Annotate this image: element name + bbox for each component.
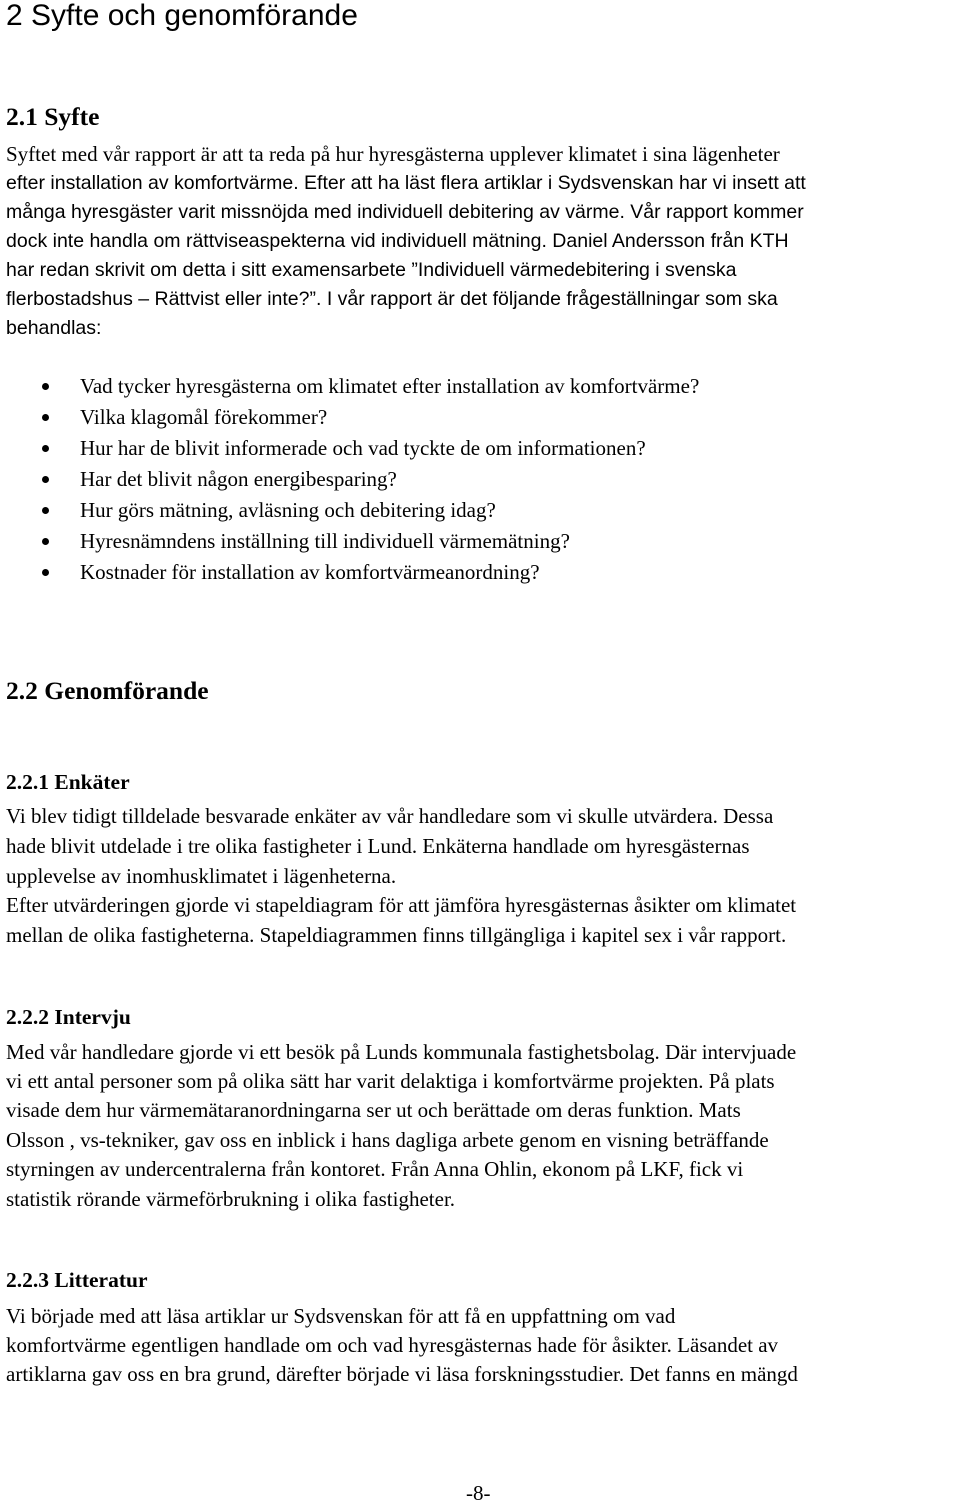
list-item-text: Har det blivit någon energibesparing? bbox=[80, 467, 397, 491]
bullet-icon bbox=[42, 414, 49, 421]
list-item-text: Hur görs mätning, avläsning och debitering idag? bbox=[80, 498, 496, 522]
section-2-2-heading: 2.2 Genomförande bbox=[6, 676, 209, 705]
list-item-text: Kostnader för installation av komfortvärmeanordning? bbox=[80, 560, 540, 584]
paragraph-line: komfortvärme egentligen handlade om och vad hyresgästernas hade för åsikter. Läsandet av bbox=[6, 1333, 779, 1357]
bullet-icon bbox=[42, 569, 49, 576]
bullet-icon bbox=[42, 383, 49, 390]
paragraph-line: Vi började med att läsa artiklar ur Sydsvenskan för att få en uppfattning om vad bbox=[6, 1304, 676, 1328]
paragraph-line: Med vår handledare gjorde vi ett besök på Lunds kommunala fastighetsbolag. Där intervjuade bbox=[6, 1040, 797, 1064]
paragraph-line: upplevelse av inomhusklimatet i lägenheterna. bbox=[6, 864, 397, 888]
bullet-icon bbox=[42, 476, 49, 483]
section-2-2-2-heading: 2.2.2 Intervju bbox=[6, 1005, 131, 1029]
paragraph-line: hade blivit utdelade i tre olika fastigheter i Lund. Enkäterna handlade om hyresgästernas bbox=[6, 834, 750, 858]
bullet-icon bbox=[42, 538, 49, 545]
paragraph-line: dock inte handla om rättviseaspekterna vid individuell mätning. Daniel Andersson från KTH bbox=[6, 230, 789, 252]
paragraph-line: efter installation av komfortvärme. Efter att ha läst flera artiklar i Sydsvenskan har vi insett att bbox=[6, 172, 806, 194]
bullet-icon bbox=[42, 507, 49, 514]
paragraph-line: artiklarna gav oss en bra grund, därefter började vi läsa forskningsstudier. Det fanns en mängd bbox=[6, 1362, 798, 1386]
paragraph-line: vi ett antal personer som på olika sätt har varit delaktiga i komfortvärme projekten. På plats bbox=[6, 1069, 775, 1093]
paragraph-line: behandlas: bbox=[6, 317, 102, 339]
section-2-2-3-heading: 2.2.3 Litteratur bbox=[6, 1268, 148, 1292]
paragraph-line: har redan skrivit om detta i sitt examensarbete ”Individuell värmedebitering i svenska bbox=[6, 259, 737, 281]
section-2-2-1-heading: 2.2.1 Enkäter bbox=[6, 770, 130, 794]
paragraph-line: många hyresgäster varit missnöjda med individuell debitering av värme. Vår rapport kommer bbox=[6, 201, 804, 223]
paragraph-line: mellan de olika fastigheterna. Stapeldiagrammen finns tillgängliga i kapitel sex i vår rapport. bbox=[6, 923, 787, 947]
paragraph-line: Olsson , vs-tekniker, gav oss en inblick i hans dagliga arbete genom en visning beträffande bbox=[6, 1128, 769, 1152]
paragraph-line: Efter utvärderingen gjorde vi stapeldiagram för att jämföra hyresgästernas åsikter om klimatet bbox=[6, 893, 797, 917]
paragraph-line: styrningen av undercentralerna från kontoret. Från Anna Ohlin, ekonom på LKF, fick vi bbox=[6, 1157, 744, 1181]
list-item-text: Vad tycker hyresgästerna om klimatet efter installation av komfortvärme? bbox=[80, 374, 700, 398]
list-item-text: Hyresnämndens inställning till individuell värmemätning? bbox=[80, 529, 570, 553]
list-item-text: Hur har de blivit informerade och vad tyckte de om informationen? bbox=[80, 436, 646, 460]
paragraph-line: Syftet med vår rapport är att ta reda på hur hyresgästerna upplever klimatet i sina lägenheter bbox=[6, 142, 780, 166]
bullet-icon bbox=[42, 445, 49, 452]
paragraph-line: visade dem hur värmemätaranordningarna ser ut och berättade om deras funktion. Mats bbox=[6, 1098, 741, 1122]
section-2-1-heading: 2.1 Syfte bbox=[6, 102, 100, 131]
paragraph-line: flerbostadshus – Rättvist eller inte?”. I vår rapport är det följande frågeställningar som ska bbox=[6, 288, 778, 310]
page-number: -8- bbox=[466, 1481, 491, 1505]
paragraph-line: Vi blev tidigt tilldelade besvarade enkäter av vår handledare som vi skulle utvärdera. Dessa bbox=[6, 804, 774, 828]
section-2-heading: 2 Syfte och genomförande bbox=[6, 0, 358, 32]
list-item-text: Vilka klagomål förekommer? bbox=[80, 405, 328, 429]
paragraph-line: statistik rörande värmeförbrukning i olika fastigheter. bbox=[6, 1187, 456, 1211]
